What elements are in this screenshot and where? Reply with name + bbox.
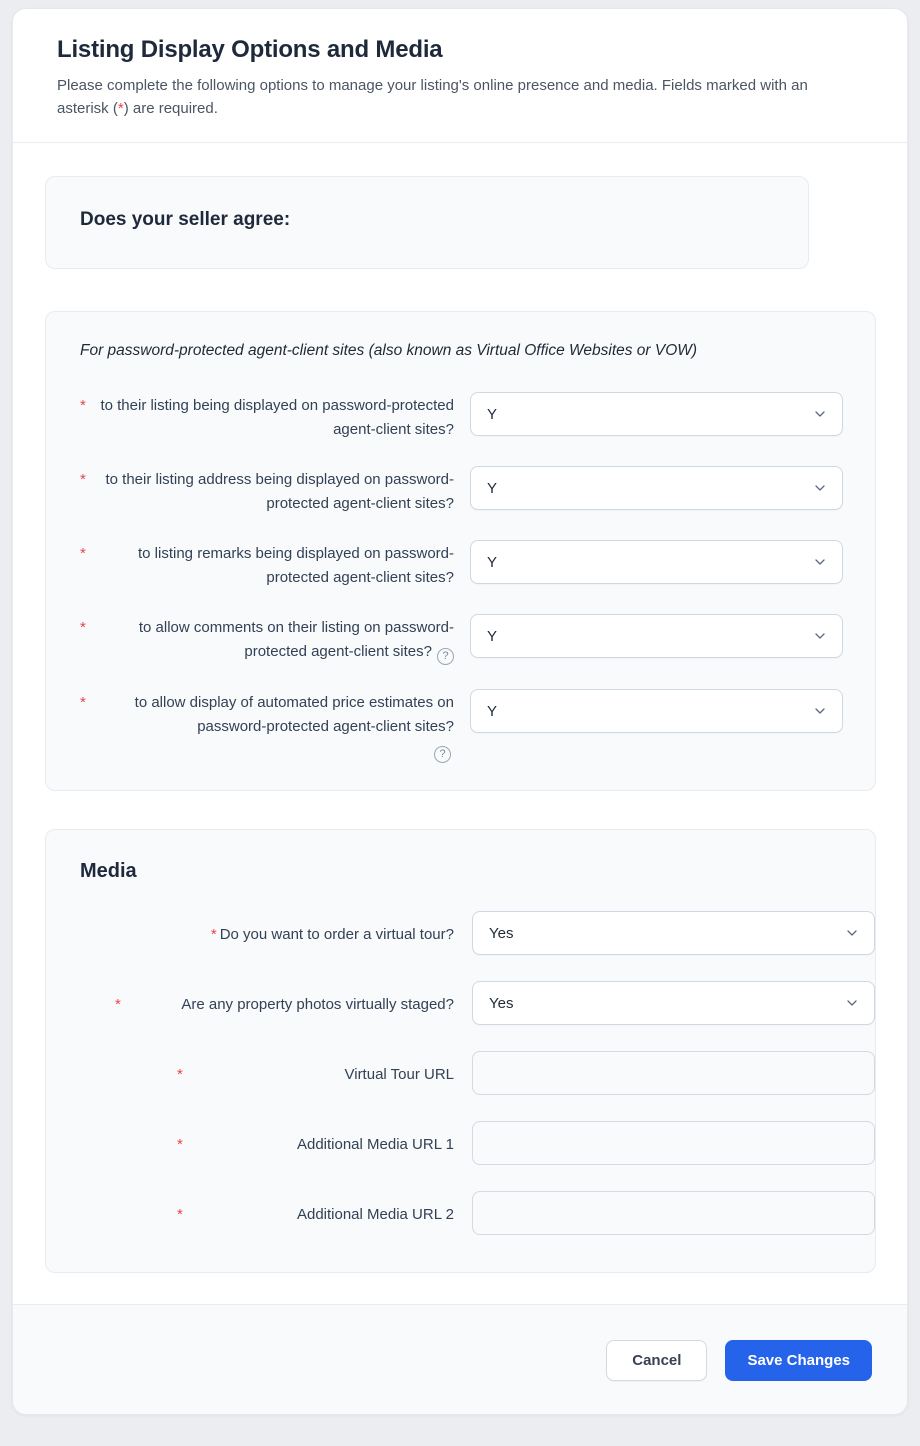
media-section-card (45, 829, 876, 1273)
media-row-additional-url-1 (80, 1121, 871, 1165)
field-label (80, 392, 454, 442)
remarks-displayed-select[interactable] (470, 540, 843, 584)
field-label-text: Additional Media URL 1 (296, 1136, 454, 1153)
field-label-text: Additional Media URL 2 (296, 1206, 454, 1223)
listing-options-card (12, 8, 908, 1415)
chevron-down-icon (812, 703, 828, 719)
seller-agree-heading: Does your seller agree: (80, 209, 291, 230)
chevron-down-icon (812, 554, 828, 570)
select-value: Y (487, 627, 498, 645)
required-asterisk: * (177, 1066, 183, 1083)
additional-media-url-1-input[interactable] (472, 1121, 875, 1165)
help-icon-row (80, 746, 454, 763)
media-row-virtually-staged (80, 981, 871, 1025)
listing-displayed-select[interactable] (470, 392, 843, 436)
field-label (80, 1051, 454, 1087)
select-value: Y (487, 405, 498, 423)
vow-row-listing-displayed (80, 392, 841, 442)
vow-row-address-displayed (80, 466, 841, 516)
required-asterisk: * (80, 471, 86, 488)
field-label-text: to their listing being displayed on password-protected agent-client sites? (100, 397, 454, 438)
required-asterisk: * (117, 99, 124, 117)
required-asterisk: * (177, 1206, 183, 1223)
help-icon[interactable]: ? (437, 648, 454, 665)
select-value: Yes (489, 924, 514, 942)
address-displayed-select[interactable] (470, 466, 843, 510)
field-label-text: to their listing address being displayed on password-protected agent-client sites? (105, 471, 454, 512)
required-asterisk: * (80, 694, 86, 711)
vow-section-heading: For password-protected agent-client sites (also known as Virtual Office Websites or VOW) (80, 342, 698, 359)
additional-media-url-2-input[interactable] (472, 1191, 875, 1235)
required-asterisk: * (80, 545, 86, 562)
order-virtual-tour-select[interactable] (472, 911, 875, 955)
select-value: Y (487, 702, 498, 720)
save-changes-button[interactable]: Save Changes (725, 1340, 872, 1381)
required-asterisk: * (80, 397, 86, 414)
chevron-down-icon (812, 480, 828, 496)
select-value: Y (487, 479, 498, 497)
vow-row-price-estimates (80, 689, 841, 763)
media-row-additional-url-2 (80, 1191, 871, 1235)
cancel-button[interactable]: Cancel (606, 1340, 707, 1381)
page-subtitle (57, 75, 847, 120)
help-icon[interactable]: ? (434, 746, 451, 763)
vow-row-remarks-displayed (80, 540, 841, 590)
media-row-virtual-tour-order (80, 911, 871, 955)
field-label-text: Do you want to order a virtual tour? (219, 926, 454, 943)
media-row-virtual-tour-url (80, 1051, 871, 1095)
field-label (80, 1121, 454, 1157)
required-asterisk: * (115, 996, 121, 1013)
field-label (80, 540, 454, 590)
vow-row-allow-comments (80, 614, 841, 665)
media-section-heading: Media (80, 860, 137, 882)
chevron-down-icon (844, 925, 860, 941)
field-label (80, 981, 454, 1017)
vow-section-card (45, 311, 876, 791)
field-label (80, 466, 454, 516)
select-value: Y (487, 553, 498, 571)
field-label (80, 689, 454, 763)
required-asterisk: * (80, 619, 86, 636)
field-label (80, 614, 454, 665)
form-header (13, 9, 907, 142)
chevron-down-icon (812, 406, 828, 422)
virtually-staged-select[interactable] (472, 981, 875, 1025)
seller-agree-card (45, 176, 809, 269)
form-content (13, 143, 907, 1274)
field-label-text: Are any property photos virtually staged? (181, 996, 454, 1013)
field-label-text: to allow display of automated price estimates on password-protected agent-client sites? (134, 694, 454, 735)
field-label (80, 1191, 454, 1227)
subtitle-text-end: ) are required. (123, 99, 218, 117)
select-value: Yes (489, 994, 514, 1012)
chevron-down-icon (812, 628, 828, 644)
field-label-text: Virtual Tour URL (344, 1066, 454, 1083)
chevron-down-icon (844, 995, 860, 1011)
field-label (80, 911, 454, 947)
page-title: Listing Display Options and Media (57, 36, 443, 63)
field-label-text: to listing remarks being displayed on password-protected agent-client sites? (138, 545, 454, 586)
required-asterisk: * (210, 926, 217, 943)
field-label-text: to allow comments on their listing on password-protected agent-client sites? (138, 619, 454, 660)
price-estimates-select[interactable] (470, 689, 843, 733)
allow-comments-select[interactable] (470, 614, 843, 658)
required-asterisk: * (177, 1136, 183, 1153)
subtitle-text: Please complete the following options to manage your listing's online presence and media. Fields marked with an asterisk ( (57, 77, 808, 117)
virtual-tour-url-input[interactable] (472, 1051, 875, 1095)
form-footer (13, 1304, 907, 1414)
